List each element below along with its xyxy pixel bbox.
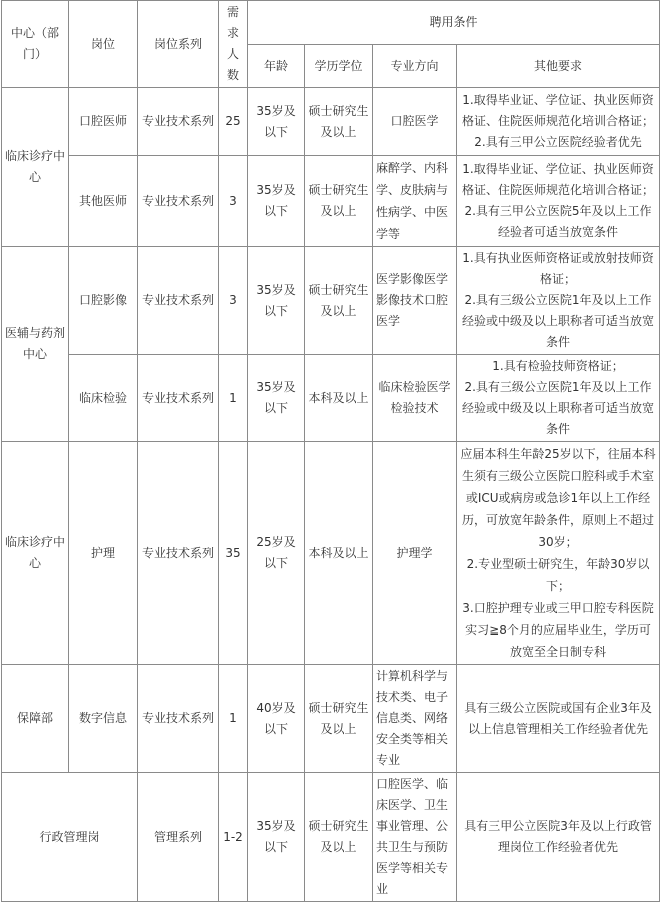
requirement-line: 2.具有三级公立医院1年及以上工作经验或中级及以上职称者可适当放宽条件 bbox=[462, 293, 655, 349]
requirement-line: 1.具有检验技师资格证； bbox=[492, 359, 624, 373]
degree-cell: 本科及以上 bbox=[305, 442, 373, 665]
age-cell: 35岁及以下 bbox=[248, 88, 305, 156]
table-row bbox=[2, 665, 660, 773]
position-cell: 其他医师 bbox=[69, 156, 138, 247]
major-cell: 医学影像医学影像技术口腔医学 bbox=[373, 247, 457, 355]
header-center: 中心（部门） bbox=[2, 1, 69, 88]
series-cell: 专业技术系列 bbox=[138, 156, 219, 247]
table-row bbox=[2, 355, 660, 442]
requirement-line: 具有三甲公立医院3年及以上行政管理岗位工作经验者优先 bbox=[464, 819, 652, 854]
age-cell: 25岁及以下 bbox=[248, 442, 305, 665]
count-cell: 25 bbox=[219, 88, 248, 156]
requirement-line: 3.口腔护理专业或三甲口腔专科医院实习≧8个月的应届毕业生，学历可放宽至全日制专科 bbox=[462, 601, 654, 659]
center-cell: 行政管理岗 bbox=[2, 773, 138, 902]
center-cell: 临床诊疗中心 bbox=[2, 88, 69, 247]
major-cell: 计算机科学与技术类、电子信息类、网络安全类等相关专业 bbox=[373, 665, 457, 773]
position-cell: 临床检验 bbox=[69, 355, 138, 442]
requirement-line: 1.具有执业医师资格证或放射技师资格证； bbox=[462, 251, 654, 286]
count-cell: 3 bbox=[219, 156, 248, 247]
series-cell: 专业技术系列 bbox=[138, 355, 219, 442]
major-cell: 口腔医学 bbox=[373, 88, 457, 156]
header-major: 专业方向 bbox=[373, 45, 457, 88]
age-cell: 35岁及以下 bbox=[248, 156, 305, 247]
position-cell: 护理 bbox=[69, 442, 138, 665]
requirement-line: 2.具有三级公立医院1年及以上工作经验或中级及以上职称者可适当放宽条件 bbox=[462, 380, 655, 436]
requirement-line: 1.取得毕业证、学位证、执业医师资格证、住院医师规范化培训合格证； bbox=[462, 93, 655, 128]
table-row bbox=[2, 88, 660, 156]
other-cell bbox=[457, 156, 660, 247]
header-series: 岗位系列 bbox=[138, 1, 219, 88]
recruitment-table bbox=[1, 0, 660, 902]
age-cell: 40岁及以下 bbox=[248, 665, 305, 773]
series-cell: 专业技术系列 bbox=[138, 442, 219, 665]
requirement-line: 具有三级公立医院或国有企业3年及以上信息管理相关工作经验者优先 bbox=[464, 700, 652, 736]
degree-cell: 硕士研究生及以上 bbox=[305, 665, 373, 773]
other-cell bbox=[457, 442, 660, 665]
age-cell: 35岁及以下 bbox=[248, 247, 305, 355]
table-row bbox=[2, 773, 660, 902]
position-cell: 数字信息 bbox=[69, 665, 138, 773]
header-position: 岗位 bbox=[69, 1, 138, 88]
major-cell: 临床检验医学检验技术 bbox=[373, 355, 457, 442]
degree-cell: 硕士研究生及以上 bbox=[305, 773, 373, 902]
major-cell: 护理学 bbox=[373, 442, 457, 665]
other-cell bbox=[457, 88, 660, 156]
age-cell: 35岁及以下 bbox=[248, 355, 305, 442]
requirement-line: 2.专业型硕士研究生，年龄30岁以下； bbox=[466, 557, 650, 593]
position-cell: 口腔影像 bbox=[69, 247, 138, 355]
count-cell: 3 bbox=[219, 247, 248, 355]
header-count: 需求人数 bbox=[219, 1, 248, 88]
table-row bbox=[2, 442, 660, 665]
series-cell: 管理系列 bbox=[138, 773, 219, 902]
other-cell bbox=[457, 355, 660, 442]
header-conditions: 聘用条件 bbox=[248, 1, 660, 45]
count-cell: 35 bbox=[219, 442, 248, 665]
degree-cell: 硕士研究生及以上 bbox=[305, 156, 373, 247]
table-row bbox=[2, 247, 660, 355]
series-cell: 专业技术系列 bbox=[138, 88, 219, 156]
degree-cell: 硕士研究生及以上 bbox=[305, 247, 373, 355]
requirement-line: 2.具有三甲公立医院5年及以上工作经验者可适当放宽条件 bbox=[464, 204, 652, 239]
center-cell: 临床诊疗中心 bbox=[2, 442, 69, 665]
center-cell: 医辅与药剂中心 bbox=[2, 247, 69, 442]
series-cell: 专业技术系列 bbox=[138, 665, 219, 773]
count-cell: 1-2 bbox=[219, 773, 248, 902]
table-row bbox=[2, 156, 660, 247]
header-age: 年龄 bbox=[248, 45, 305, 88]
series-cell: 专业技术系列 bbox=[138, 247, 219, 355]
header-other: 其他要求 bbox=[457, 45, 660, 88]
degree-cell: 本科及以上 bbox=[305, 355, 373, 442]
requirement-line: 2.具有三甲公立医院经验者优先 bbox=[474, 135, 642, 149]
requirement-line: 应届本科生年龄25岁以下，往届本科生须有三级公立医院口腔科或手术室或ICU或病房或急诊1年以上工作经历，可放宽年龄条件，原则上不超过30岁； bbox=[460, 447, 656, 549]
position-cell: 口腔医师 bbox=[69, 88, 138, 156]
age-cell: 35岁及以下 bbox=[248, 773, 305, 902]
other-cell bbox=[457, 665, 660, 773]
other-cell bbox=[457, 247, 660, 355]
major-cell: 口腔医学、临床医学、卫生事业管理、公共卫生与预防医学等相关专业 bbox=[373, 773, 457, 902]
degree-cell: 硕士研究生及以上 bbox=[305, 88, 373, 156]
requirement-line: 1.取得毕业证、学位证、执业医师资格证、住院医师规范化培训合格证； bbox=[462, 162, 655, 197]
header-row bbox=[2, 1, 660, 45]
header-degree: 学历学位 bbox=[305, 45, 373, 88]
count-cell: 1 bbox=[219, 665, 248, 773]
major-cell: 麻醉学、内科学、皮肤病与性病学、中医学等 bbox=[373, 156, 457, 247]
count-cell: 1 bbox=[219, 355, 248, 442]
other-cell bbox=[457, 773, 660, 902]
center-cell: 保障部 bbox=[2, 665, 69, 773]
